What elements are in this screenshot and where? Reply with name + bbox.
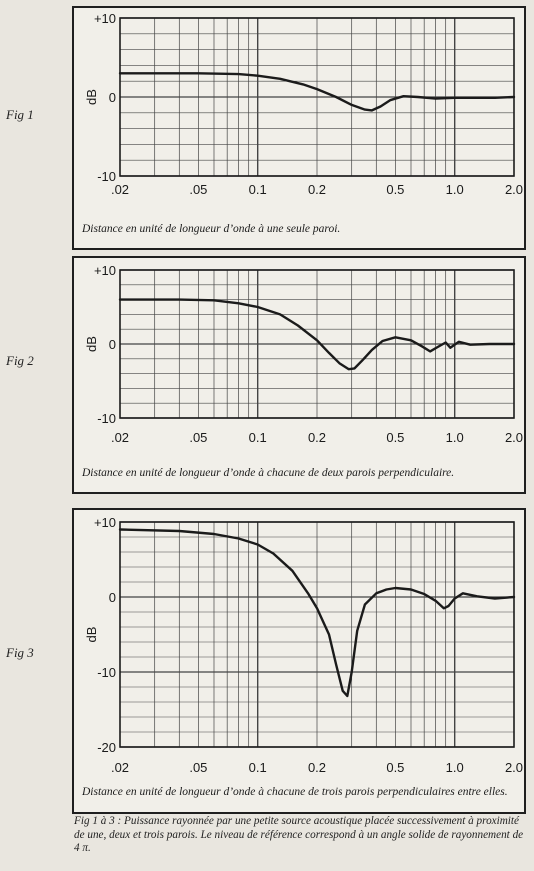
y-tick-label: +10 — [93, 263, 116, 278]
y-axis-label: dB — [84, 626, 99, 643]
y-axis-label: dB — [84, 89, 99, 105]
x-tick-label: 2.0 — [504, 182, 524, 197]
x-tick-label: 0.2 — [307, 430, 327, 445]
figure-1-label: Fig 1 — [6, 107, 34, 122]
x-tick-label: 1.0 — [445, 182, 464, 197]
x-tick-label: .05 — [189, 760, 208, 775]
figure-2-caption: Distance en unité de longueur d’onde à chacune de deux parois perpendiculaire. — [82, 467, 455, 479]
x-tick-label: .05 — [189, 430, 208, 445]
x-tick-label: .05 — [189, 182, 208, 197]
x-tick-label: 0.5 — [386, 760, 405, 775]
y-tick-label: +10 — [93, 11, 116, 26]
x-tick-label: .02 — [110, 182, 130, 197]
x-tick-label: .02 — [110, 760, 130, 775]
figure-1-chart — [74, 8, 524, 208]
x-tick-label: 2.0 — [504, 430, 524, 445]
figure-3-label: Fig 3 — [6, 645, 34, 660]
figure-3-chart — [74, 510, 524, 786]
x-tick-label: 0.5 — [386, 182, 405, 197]
x-tick-label: 1.0 — [445, 430, 464, 445]
x-tick-label: 2.0 — [504, 760, 524, 775]
figure-2-label: Fig 2 — [6, 353, 34, 368]
y-axis-label: dB — [84, 336, 99, 352]
figure-1-caption: Distance en unité de longueur d’onde à une seule paroi. — [82, 223, 341, 235]
figure-2-chart — [74, 258, 524, 454]
x-tick-label: 0.2 — [307, 182, 327, 197]
y-tick-label: 0 — [108, 337, 116, 352]
y-tick-label: +10 — [93, 515, 116, 530]
x-tick-label: 0.1 — [248, 760, 267, 775]
x-tick-label: .02 — [110, 430, 130, 445]
x-tick-label: 1.0 — [445, 760, 464, 775]
x-tick-label: 0.1 — [248, 182, 267, 197]
y-tick-label: -10 — [97, 665, 116, 680]
y-tick-label: -10 — [97, 169, 116, 184]
x-tick-label: 0.5 — [386, 430, 405, 445]
x-tick-label: 0.2 — [307, 760, 327, 775]
y-tick-label: -20 — [97, 740, 116, 755]
figure-3-caption: Distance en unité de longueur d’onde à chacune de trois parois perpendiculaires entre elles. — [82, 786, 508, 798]
y-tick-label: -10 — [97, 411, 116, 426]
figures-caption: Fig 1 à 3 : Puissance rayonnée par une petite source acoustique placée successivement à proximité de une, deux et trois parois. Le niveau de référence correspond à un angle solide de rayonnement de 4 π. — [74, 815, 524, 854]
x-grid — [120, 522, 514, 747]
y-tick-label: 0 — [108, 90, 116, 105]
x-tick-label: 0.1 — [248, 430, 267, 445]
y-tick-label: 0 — [108, 590, 116, 605]
